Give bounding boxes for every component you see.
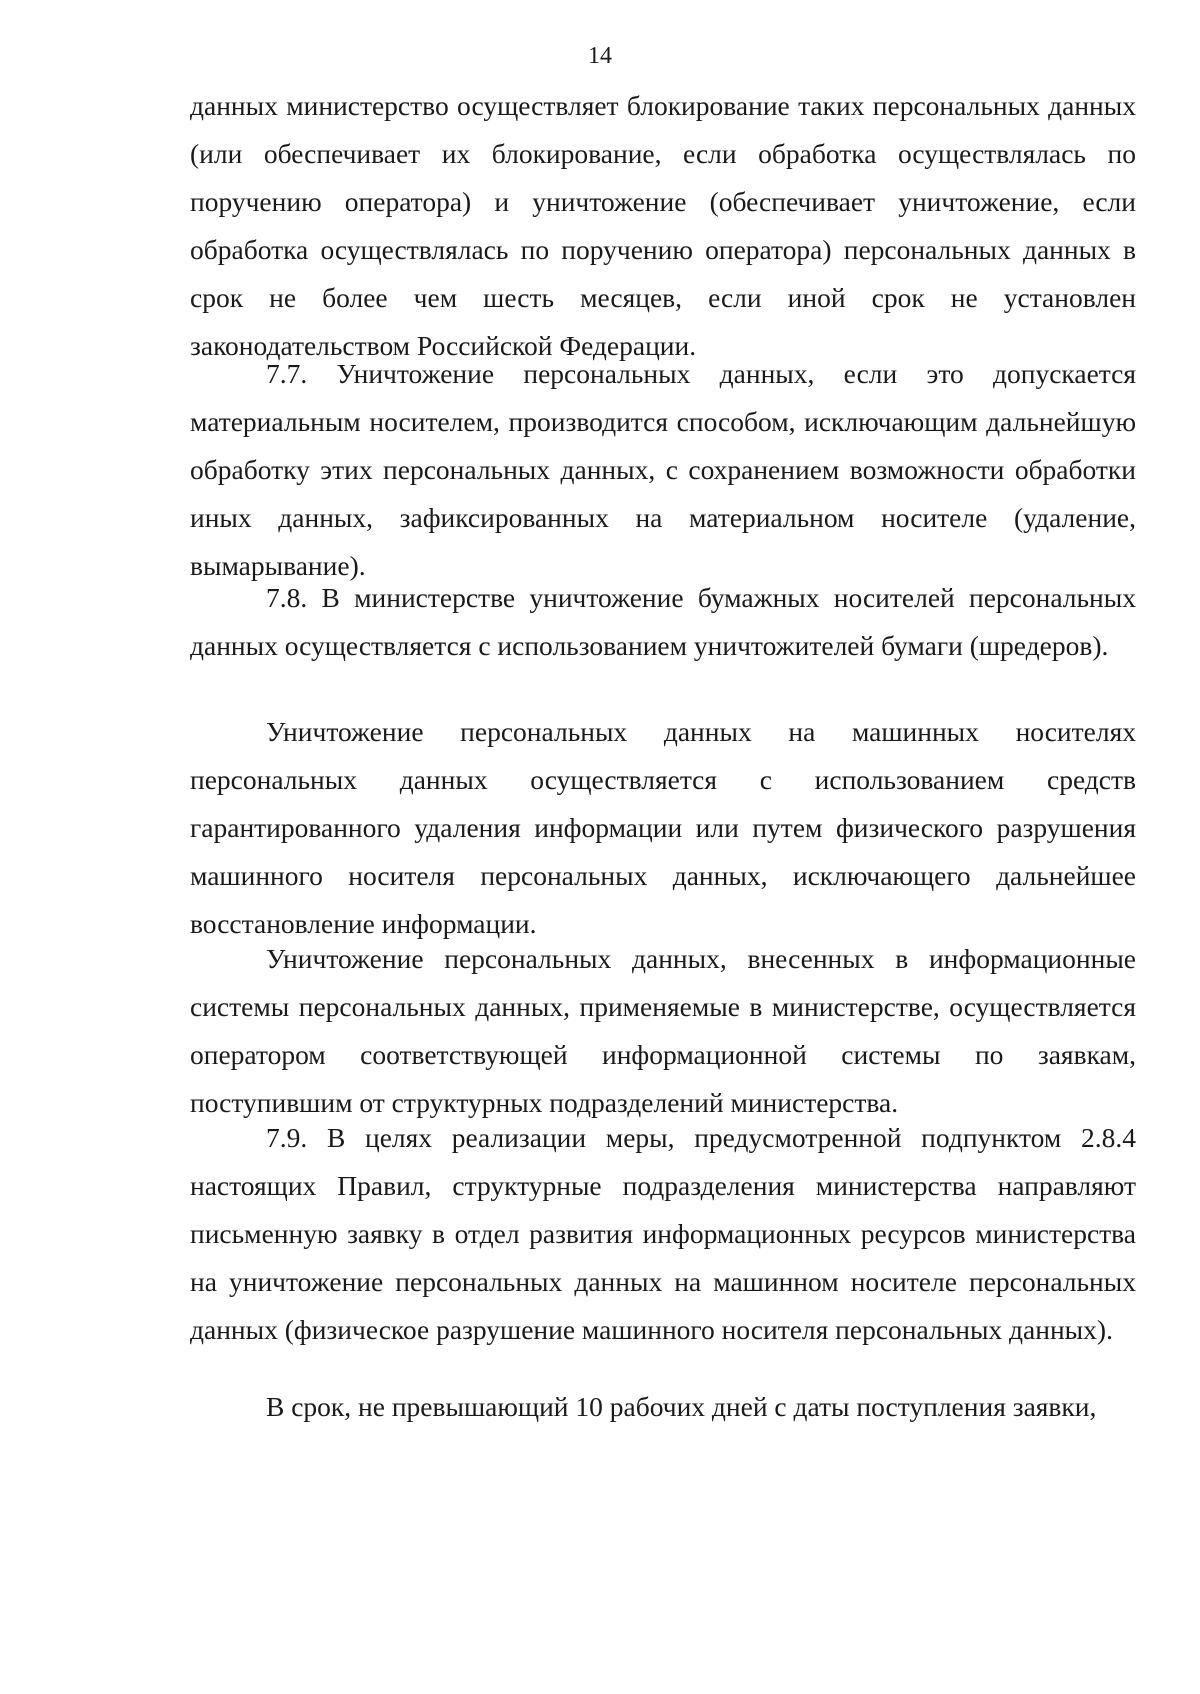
- paragraph-7-9: 7.9. В целях реализации меры, предусмотренной подпунктом 2.8.4 настоящих Правил, структурные подразделения министерства направляют письменную заявку в отдел развития информационных ресурсов министерства на уничтожение персональных данных на машинном носителе персональных данных (физическое разрушение машинного носителя персональных данных).: [190, 1122, 1136, 1345]
- paragraph-continuation: данных министерство осуществляет блокирование таких персональных данных (или обеспечивает их блокирование, если обработка осуществлялась по поручению оператора) и уничтожение (обеспечивает уничтожение, если обработка осуществлялась по поручению оператора) персональных данных в срок не более чем шесть месяцев, если иной срок не установлен законодательством Российской Федерации.: [190, 90, 1136, 361]
- page-number: 14: [588, 43, 612, 69]
- paragraph-7-7: 7.7. Уничтожение персональных данных, если это допускается материальным носителем, производится способом, исключающим дальнейшую обработку этих персональных данных, с сохранением возможности обработки иных данных, зафиксированных на материальном носителе (удаление, вымарывание).: [190, 358, 1136, 581]
- paragraph-deadline: В срок, не превышающий 10 рабочих дней с даты поступления заявки,: [266, 1391, 1097, 1422]
- paragraph-information-systems: Уничтожение персональных данных, внесенных в информационные системы персональных данных, применяемые в министерстве, осуществляется оператором соответствующей информационной системы по заявкам, поступившим от структурных подразделений министерства.: [190, 943, 1136, 1118]
- paragraph-machine-media: Уничтожение персональных данных на машинных носителях персональных данных осуществляется с использованием средств гарантированного удаления информации или путем физического разрушения машинного носителя персональных данных, исключающего дальнейшее восстановление информации.: [190, 716, 1136, 939]
- paragraph-7-8: 7.8. В министерстве уничтожение бумажных носителей персональных данных осуществляется с использованием уничтожителей бумаги (шредеров).: [190, 582, 1136, 661]
